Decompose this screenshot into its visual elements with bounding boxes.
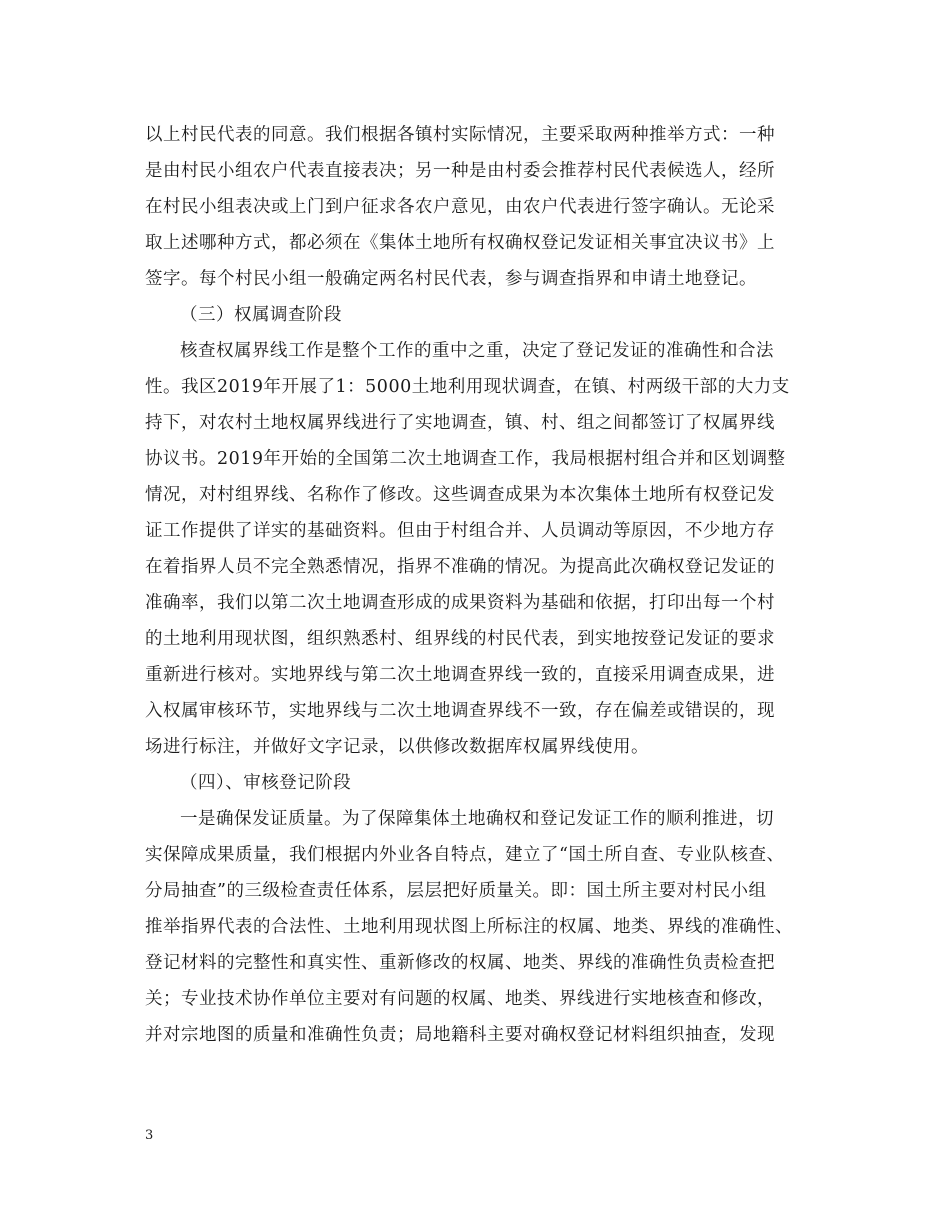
text-line: 情况，对村组界线、名称作了修改。这些调查成果为本次集体土地所有权登记发 — [145, 485, 775, 505]
text-line: 证工作提供了详实的基础资料。但由于村组合并、人员调动等原因，不少地方存 — [145, 521, 775, 541]
text-line: 以上村民代表的同意。我们根据各镇村实际情况，主要采取两种推举方式：一种 — [145, 125, 775, 145]
text-line: 性。我区2019年开展了1：5000土地利用现状调查，在镇、村两级干部的大力支 — [145, 377, 790, 397]
text-line: 并对宗地图的质量和准确性负责；局地籍科主要对确权登记材料组织抽查，发现 — [145, 1025, 775, 1045]
section-heading: （三）权属调查阶段 — [180, 305, 342, 325]
text-line: 是由村民小组农户代表直接表决；另一种是由村委会推荐村民代表候选人，经所 — [145, 161, 775, 181]
section-heading: （四）、审核登记阶段 — [180, 773, 352, 793]
text-line: 协议书。2019年开始的全国第二次土地调查工作，我局根据村组合并和区划调整 — [145, 449, 786, 469]
text-line: 签字。每个村民小组一般确定两名村民代表，参与调查指界和申请土地登记。 — [145, 269, 757, 289]
text-line: 推举指界代表的合法性、土地利用现状图上所标注的权属、地类、界线的准确性、 — [145, 917, 793, 937]
text-line: 在着指界人员不完全熟悉情况，指界不准确的情况。为提高此次确权登记发证的 — [145, 557, 775, 577]
page-number: 3 — [145, 1128, 154, 1143]
text-line: 取上述哪种方式，都必须在《集体土地所有权确权登记发证相关事宜决议书》上 — [145, 233, 775, 253]
text-line: 重新进行核对。实地界线与第二次土地调查界线一致的，直接采用调查成果，进 — [145, 665, 775, 685]
text-line: 一是确保发证质量。为了保障集体土地确权和登记发证工作的顺利推进，切 — [180, 809, 774, 829]
text-line: 场进行标注，并做好文字记录，以供修改数据库权属界线使用。 — [145, 737, 649, 757]
text-line: 实保障成果质量，我们根据内外业各自特点，建立了“国土所自查、专业队核查、 — [145, 845, 785, 865]
text-line: 在村民小组表决或上门到户征求各农户意见，由农户代表进行签字确认。无论采 — [145, 197, 775, 217]
text-line: 登记材料的完整性和真实性、重新修改的权属、地类、界线的准确性负责检查把 — [145, 953, 775, 973]
text-line: 入权属审核环节，实地界线与二次土地调查界线不一致，存在偏差或错误的，现 — [145, 701, 775, 721]
text-line: 持下，对农村土地权属界线进行了实地调查，镇、村、组之间都签订了权属界线 — [145, 413, 775, 433]
text-line: 准确率，我们以第二次土地调查形成的成果资料为基础和依据，打印出每一个村 — [145, 593, 775, 613]
text-line: 的土地利用现状图，组织熟悉村、组界线的村民代表，到实地按登记发证的要求 — [145, 629, 775, 649]
text-line: 核查权属界线工作是整个工作的重中之重，决定了登记发证的准确性和合法 — [180, 341, 774, 361]
text-line: 分局抽查”的三级检查责任体系，层层把好质量关。即：国土所主要对村民小组 — [145, 881, 767, 901]
text-line: 关；专业技术协作单位主要对有问题的权属、地类、界线进行实地核查和修改， — [145, 989, 775, 1009]
